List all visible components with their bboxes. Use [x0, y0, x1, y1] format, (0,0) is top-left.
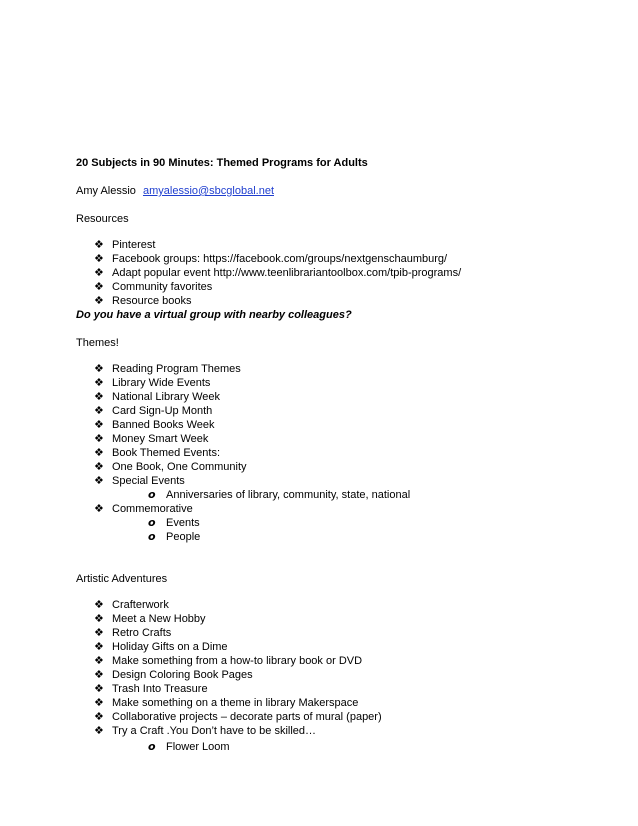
list-item: ❖ Make something from a how-to library book or DVD — [94, 654, 363, 667]
list-item: ❖ Reading Program Themes — [94, 362, 241, 375]
list-item: ❖ Collaborative projects – decorate parts of mural (paper) — [94, 710, 382, 723]
artistic-heading: Artistic Adventures — [76, 573, 168, 585]
list-item: ❖ Make something on a theme in library Makerspace — [94, 696, 359, 709]
circle-bullet-icon: o — [148, 516, 156, 529]
diamond-bullet-icon: ❖ — [94, 502, 104, 515]
circle-bullet-icon: o — [148, 740, 156, 753]
list-item: ❖ Meet a New Hobby — [94, 612, 206, 625]
diamond-bullet-icon: ❖ — [94, 626, 104, 639]
sub-list-item: o Flower Loom — [148, 740, 230, 753]
list-item: ❖ Facebook groups: https://facebook.com/groups/nextgenschaumburg/ — [94, 252, 448, 265]
commemorative-sublist — [112, 516, 596, 544]
craft-sublist — [112, 740, 596, 754]
author-line — [76, 184, 596, 198]
diamond-bullet-icon: ❖ — [94, 376, 104, 389]
list-item: ❖ Special Events o Anniversaries of library, community, state, national — [94, 474, 596, 502]
diamond-bullet-icon: ❖ — [94, 432, 104, 445]
list-item: ❖ Card Sign-Up Month — [94, 404, 213, 417]
themes-list — [76, 362, 596, 544]
list-item: ❖ Book Themed Events: — [94, 446, 221, 459]
diamond-bullet-icon: ❖ — [94, 598, 104, 611]
resources-list — [76, 238, 596, 308]
list-item: ❖ Banned Books Week — [94, 418, 215, 431]
sub-list-item: o People — [148, 530, 201, 543]
list-item: ❖ Retro Crafts — [94, 626, 172, 639]
author-email-link[interactable]: amyalessio@sbcglobal.net — [142, 185, 274, 197]
diamond-bullet-icon: ❖ — [94, 404, 104, 417]
special-events-sublist — [112, 488, 596, 502]
resources-heading: Resources — [76, 213, 129, 225]
list-item: ❖ Commemorative o Events o People — [94, 502, 596, 544]
list-item: ❖ Try a Craft .You Don’t have to be skilled… o Flower Loom — [94, 724, 596, 754]
circle-bullet-icon: o — [148, 530, 156, 543]
list-item: ❖ One Book, One Community — [94, 460, 247, 473]
diamond-bullet-icon: ❖ — [94, 460, 104, 473]
author-name: Amy Alessio — [76, 185, 136, 197]
diamond-bullet-icon: ❖ — [94, 724, 104, 737]
document-title: 20 Subjects in 90 Minutes: Themed Programs for Adults — [76, 157, 368, 169]
themes-heading: Themes! — [76, 337, 119, 349]
resources-question: Do you have a virtual group with nearby colleagues? — [76, 309, 352, 321]
diamond-bullet-icon: ❖ — [94, 446, 104, 459]
diamond-bullet-icon: ❖ — [94, 612, 104, 625]
diamond-bullet-icon: ❖ — [94, 266, 104, 279]
diamond-bullet-icon: ❖ — [94, 710, 104, 723]
list-item: ❖ Trash Into Treasure — [94, 682, 208, 695]
list-item: ❖ Design Coloring Book Pages — [94, 668, 253, 681]
diamond-bullet-icon: ❖ — [94, 362, 104, 375]
list-item: ❖ National Library Week — [94, 390, 221, 403]
diamond-bullet-icon: ❖ — [94, 238, 104, 251]
sub-list-item: o Events — [148, 516, 200, 529]
list-item: ❖ Pinterest — [94, 238, 156, 251]
diamond-bullet-icon: ❖ — [94, 668, 104, 681]
diamond-bullet-icon: ❖ — [94, 390, 104, 403]
list-item: ❖ Money Smart Week — [94, 432, 209, 445]
list-item: ❖ Library Wide Events — [94, 376, 211, 389]
diamond-bullet-icon: ❖ — [94, 474, 104, 487]
diamond-bullet-icon: ❖ — [94, 640, 104, 653]
diamond-bullet-icon: ❖ — [94, 696, 104, 709]
diamond-bullet-icon: ❖ — [94, 682, 104, 695]
list-item: ❖ Crafterwork — [94, 598, 169, 611]
list-item: ❖ Holiday Gifts on a Dime — [94, 640, 228, 653]
sub-list-item: o Anniversaries of library, community, state, national — [148, 488, 411, 501]
diamond-bullet-icon: ❖ — [94, 280, 104, 293]
diamond-bullet-icon: ❖ — [94, 294, 104, 307]
document-body — [76, 156, 596, 754]
diamond-bullet-icon: ❖ — [94, 654, 104, 667]
list-item: ❖ Adapt popular event http://www.teenlibrariantoolbox.com/tpib-programs/ — [94, 266, 462, 279]
list-item: ❖ Community favorites — [94, 280, 213, 293]
artistic-list — [76, 598, 596, 754]
diamond-bullet-icon: ❖ — [94, 252, 104, 265]
circle-bullet-icon: o — [148, 488, 156, 501]
list-item: ❖ Resource books — [94, 294, 192, 307]
diamond-bullet-icon: ❖ — [94, 418, 104, 431]
